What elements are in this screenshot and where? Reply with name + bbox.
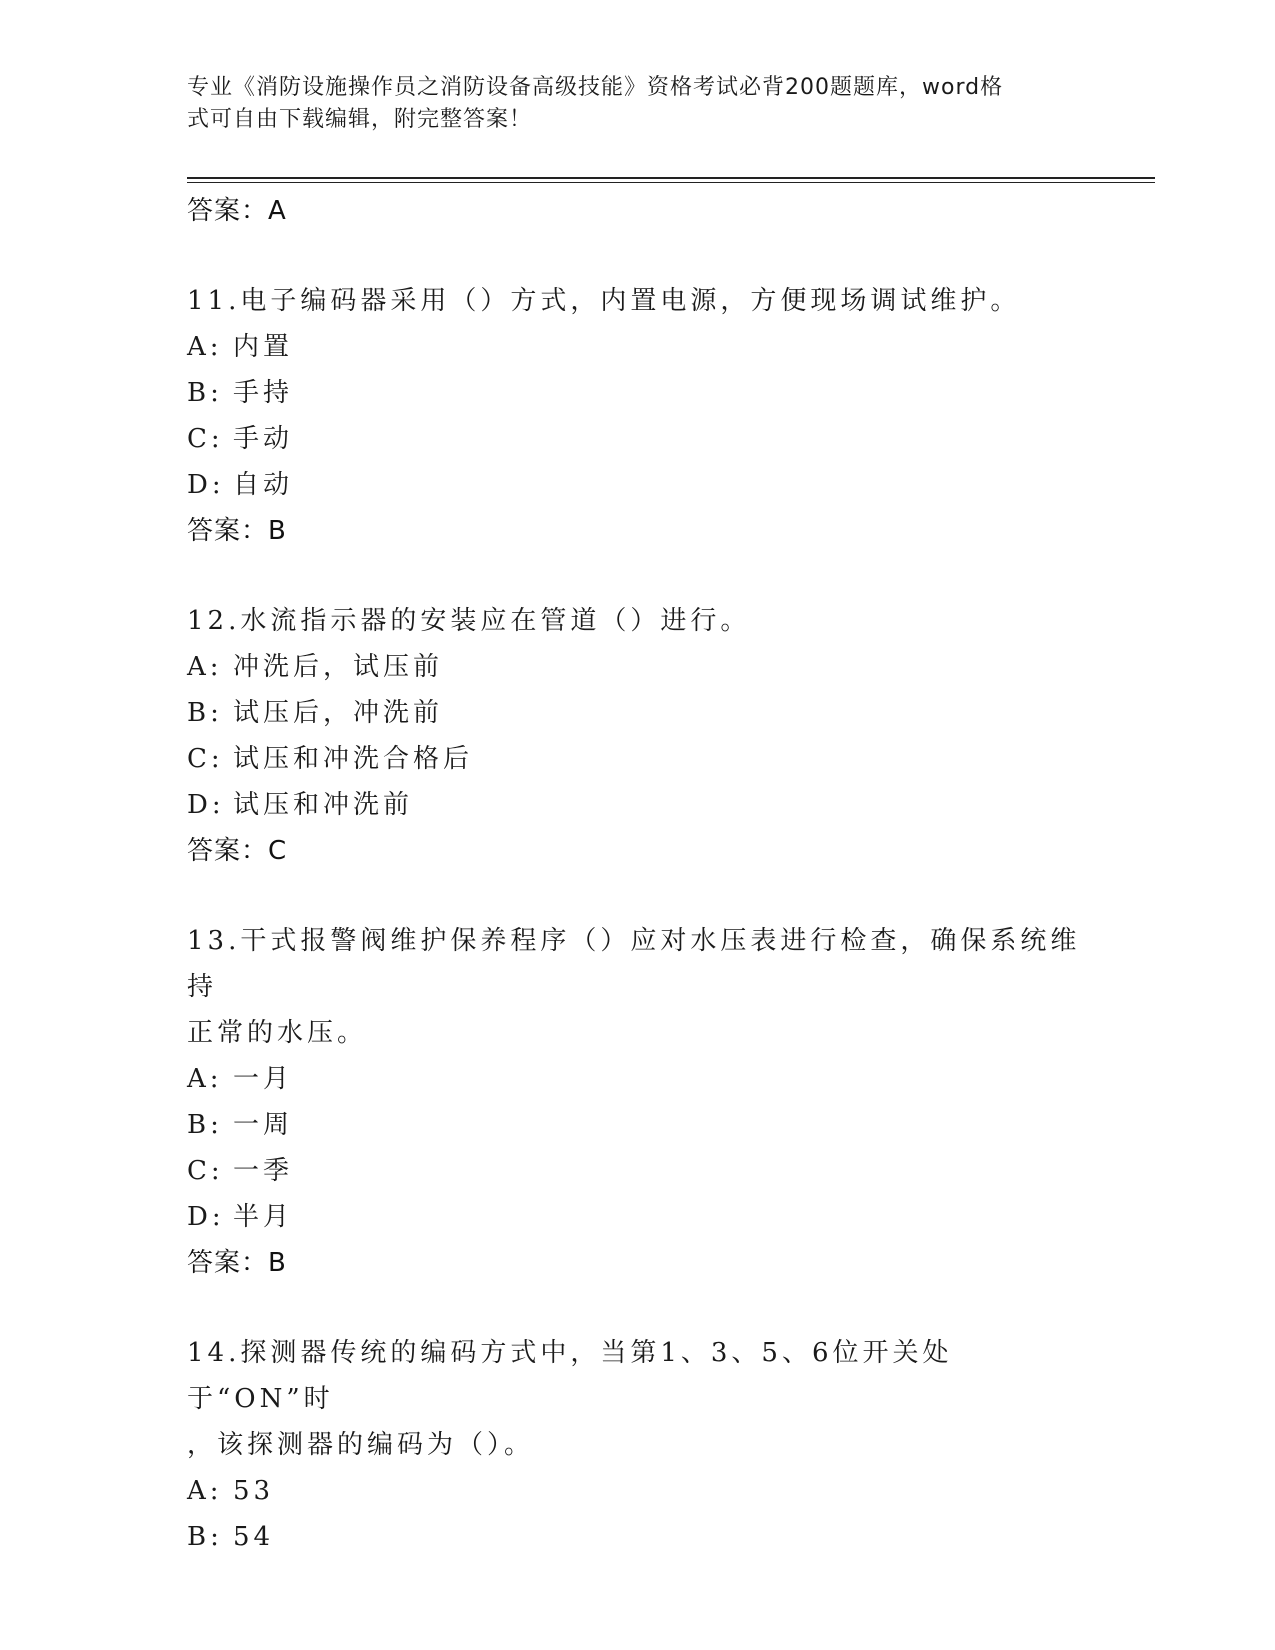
option-key: C: xyxy=(187,1156,224,1186)
option-text: 半月 xyxy=(233,1202,294,1232)
question-list xyxy=(187,188,1087,1560)
header-line-2: 式可自由下载编辑，附完整答案！ xyxy=(187,107,533,132)
answer-line: 答案：C xyxy=(187,836,288,866)
answer-line: 答案：B xyxy=(187,516,287,546)
option-text: 冲洗后，试压前 xyxy=(233,652,444,682)
header-note xyxy=(187,72,1067,136)
spacer xyxy=(187,1286,1087,1330)
option-text: 试压和冲洗前 xyxy=(233,790,414,820)
spacer xyxy=(187,874,1087,918)
option-c xyxy=(187,1148,1087,1194)
option-b xyxy=(187,690,1087,736)
option-b xyxy=(187,1102,1087,1148)
option-text: 内置 xyxy=(233,332,294,362)
header-rule-thick xyxy=(187,177,1155,179)
question-block xyxy=(187,278,1087,554)
option-d xyxy=(187,1194,1087,1240)
option-key: C: xyxy=(187,424,224,454)
question-stem-line: 11.电子编码器采用（）方式，内置电源，方便现场调试维护。 xyxy=(187,286,1021,316)
question-stem xyxy=(187,918,1087,1056)
spacer xyxy=(187,234,1087,278)
option-key: B: xyxy=(187,1522,223,1552)
option-key: C: xyxy=(187,744,224,774)
option-key: A: xyxy=(187,332,223,362)
option-text: 一月 xyxy=(233,1064,294,1094)
option-b xyxy=(187,1514,1087,1560)
option-text: 试压和冲洗合格后 xyxy=(233,744,474,774)
question-stem xyxy=(187,278,1087,324)
option-text: 手动 xyxy=(233,424,294,454)
option-key: B: xyxy=(187,1110,223,1140)
option-text: 53 xyxy=(233,1476,275,1506)
question-stem-line: ，该探测器的编码为（）。 xyxy=(187,1430,535,1460)
option-text: 自动 xyxy=(233,470,294,500)
question-stem xyxy=(187,598,1087,644)
question-block xyxy=(187,918,1087,1286)
option-text: 试压后，冲洗前 xyxy=(233,698,444,728)
option-text: 手持 xyxy=(233,378,294,408)
option-key: A: xyxy=(187,1064,223,1094)
option-a xyxy=(187,1468,1087,1514)
question-stem-line: 正常的水压。 xyxy=(187,1018,368,1048)
question-block xyxy=(187,1330,1087,1560)
option-key: B: xyxy=(187,378,223,408)
option-key: A: xyxy=(187,1476,223,1506)
option-a xyxy=(187,644,1087,690)
answer-line: 答案：B xyxy=(187,1248,287,1278)
option-d xyxy=(187,782,1087,828)
option-text: 54 xyxy=(233,1522,275,1552)
option-key: D: xyxy=(187,1202,225,1232)
option-key: D: xyxy=(187,470,225,500)
option-a xyxy=(187,1056,1087,1102)
option-key: D: xyxy=(187,790,225,820)
header-line-1: 专业《消防设施操作员之消防设备高级技能》资格考试必背200题题库，word格 xyxy=(187,75,1004,100)
option-c xyxy=(187,736,1087,782)
option-key: B: xyxy=(187,698,223,728)
question-stem-line: 12.水流指示器的安装应在管道（）进行。 xyxy=(187,606,751,636)
question-stem-line: 13.干式报警阀维护保养程序（）应对水压表进行检查，确保系统维持 xyxy=(187,926,1081,1002)
option-c xyxy=(187,416,1087,462)
option-text: 一季 xyxy=(233,1156,294,1186)
option-text: 一周 xyxy=(233,1110,294,1140)
header-rule-thin xyxy=(187,182,1155,183)
question-stem-line: 14.探测器传统的编码方式中，当第1、3、5、6位开关处于“ON”时 xyxy=(187,1338,953,1414)
option-key: A: xyxy=(187,652,223,682)
option-d xyxy=(187,462,1087,508)
spacer xyxy=(187,554,1087,598)
question-block xyxy=(187,598,1087,874)
previous-answer: 答案：A xyxy=(187,196,287,226)
option-a xyxy=(187,324,1087,370)
option-b xyxy=(187,370,1087,416)
question-stem xyxy=(187,1330,1087,1468)
